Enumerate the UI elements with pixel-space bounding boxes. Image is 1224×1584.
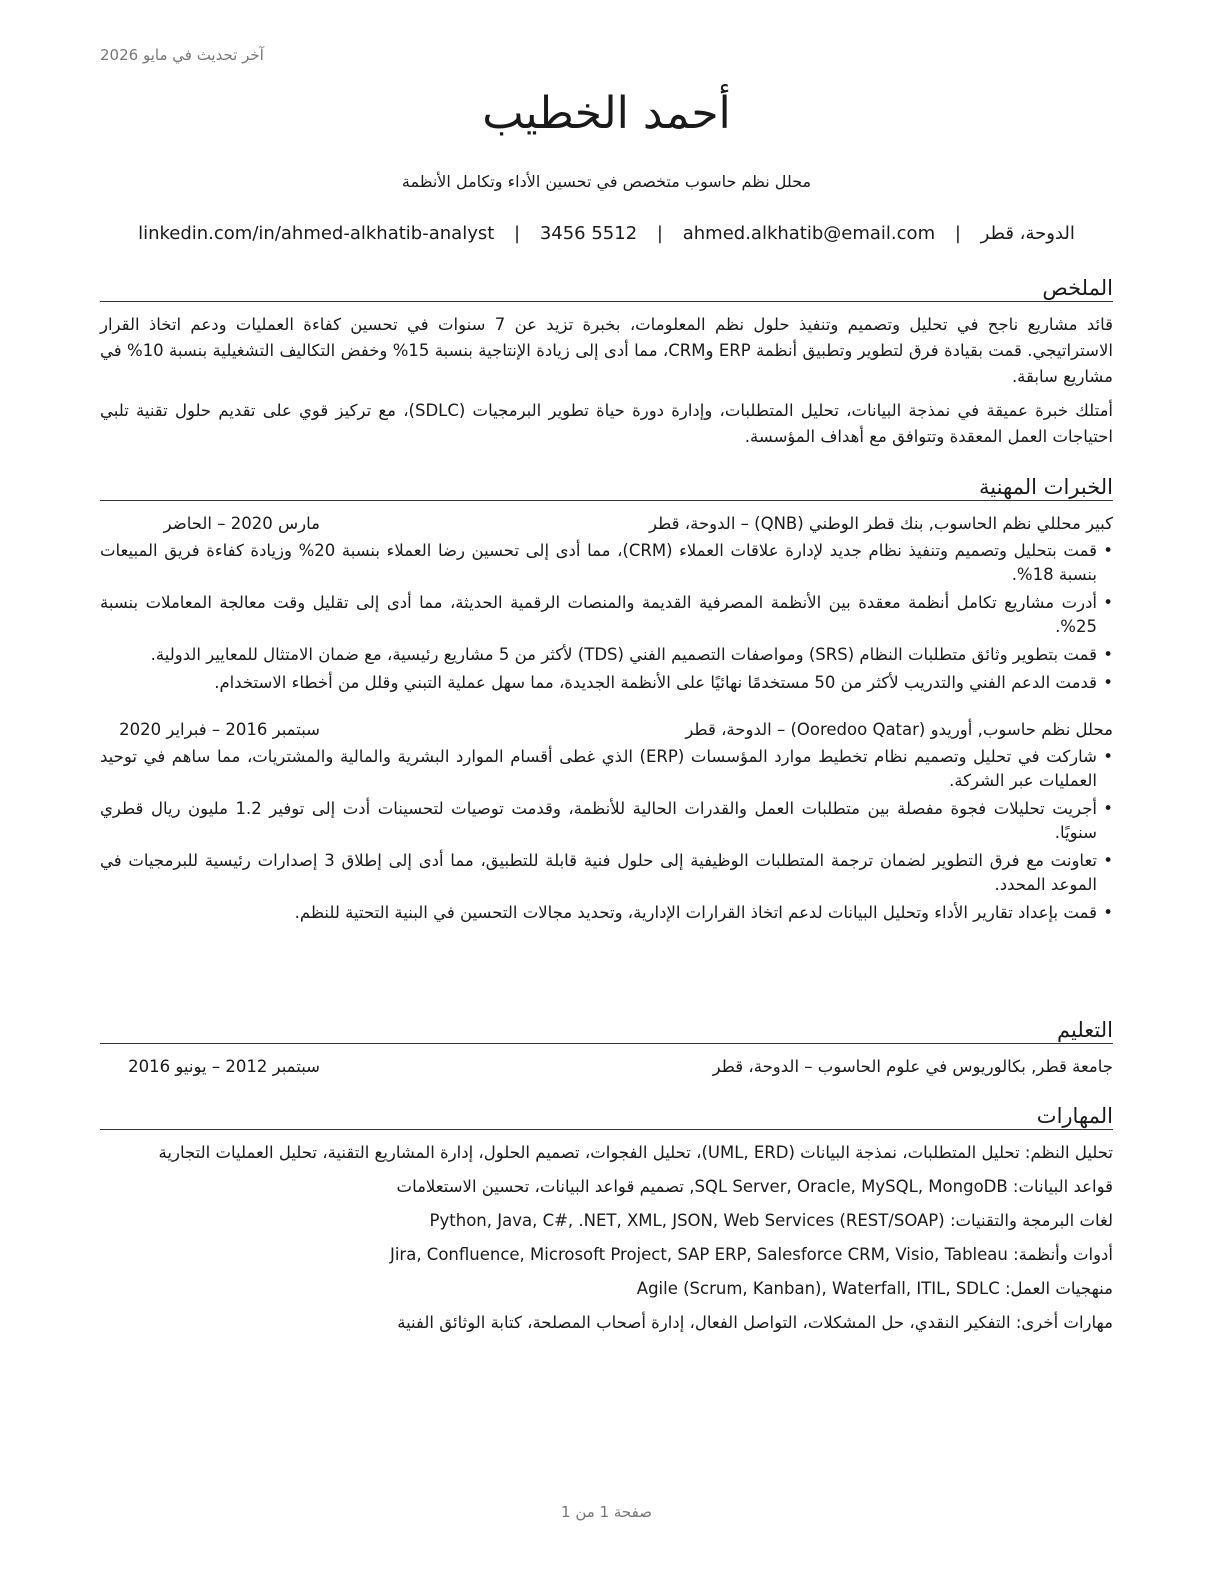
job-bullet: • شاركت في تحليل وتصميم نظام تخطيط موارد المؤسسات (ERP) الذي غطى أقسام الموارد البشرية والمالية والمشتريات، مما ساهم في توحيد العمليات عبر الشركة. <box>100 745 1113 793</box>
job-bullet: • تعاونت مع فرق التطوير لضمان ترجمة المتطلبات الوظيفية إلى حلول فنية قابلة للتطبيق، مما أدى إلى إطلاق 3 إصدارات رئيسية للبرمجيات في الموعد المحدد. <box>100 849 1113 897</box>
experience-heading: الخبرات المهنية <box>100 475 1113 501</box>
skill-line: تحليل النظم: تحليل المتطلبات، نمذجة البيانات (UML, ERD)، تحليل الفجوات، تصميم الحلول، إدارة المشاريع التقنية، تحليل العمليات التجارية <box>158 1143 1113 1162</box>
skill-line: لغات البرمجة والتقنيات: Python, Java, C#, .NET, XML, JSON, Web Services (REST/SOAP) <box>429 1211 1113 1230</box>
summary-section <box>100 276 1113 458</box>
skill-line: أدوات وأنظمة: Jira, Confluence, Microsoft Project, SAP ERP, Salesforce CRM, Visio, Tableau <box>389 1245 1113 1264</box>
job-date: مارس 2020 – الحاضر <box>163 514 320 533</box>
skills-heading: المهارات <box>100 1104 1113 1130</box>
education-section <box>100 1018 1113 1080</box>
resume-page <box>100 0 1113 1584</box>
job-role: محلل نظم حاسوب, أوريدو (Ooredoo Qatar) – الدوحة، قطر <box>685 720 1113 739</box>
job-bullet: • أدرت مشاريع تكامل أنظمة معقدة بين الأنظمة المصرفية القديمة والمنصات الرقمية الحديثة، مما أدى إلى تقليل وقت معالجة المعاملات بنسبة 25%. <box>100 591 1113 639</box>
contact-phone[interactable]: 3456 5512 <box>539 223 638 244</box>
experience-section <box>100 475 1113 929</box>
job-entry <box>100 511 1113 695</box>
job-entry <box>100 717 1113 925</box>
summary-heading: الملخص <box>100 276 1113 302</box>
last-updated: آخر تحديث في مايو 2026 <box>100 46 264 64</box>
skills-section <box>100 1104 1113 1344</box>
education-heading: التعليم <box>100 1018 1113 1044</box>
contact-line <box>100 223 1113 244</box>
page-title: أحمد الخطيب <box>482 88 731 139</box>
contact-email[interactable]: ahmed.alkhatib@email.com <box>682 223 936 244</box>
skill-line: منهجيات العمل: Agile (Scrum, Kanban), Waterfall, ITIL, SDLC <box>636 1279 1113 1298</box>
contact-separator: | <box>514 223 521 244</box>
skill-line: قواعد البيانات: SQL Server, Oracle, MySQL, MongoDB, تصميم قواعد البيانات، تحسين الاستعلامات <box>396 1177 1113 1196</box>
contact-separator: | <box>656 223 663 244</box>
job-bullet: • قمت بتحليل وتصميم وتنفيذ نظام جديد لإدارة علاقات العملاء (CRM)، مما أدى إلى تحسين رضا العملاء بنسبة 20% وزيادة كفاءة فريق المبيعات بنسبة 18%. <box>100 539 1113 587</box>
job-role: كبير محللي نظم الحاسوب, بنك قطر الوطني (QNB) – الدوحة، قطر <box>649 514 1113 533</box>
job-subtitle: محلل نظم حاسوب متخصص في تحسين الأداء وتكامل الأنظمة <box>401 172 812 191</box>
contact-linkedin[interactable]: linkedin.com/in/ahmed-alkhatib-analyst <box>138 223 495 244</box>
job-bullet: • قمت بتطوير وثائق متطلبات النظام (SRS) ومواصفات التصميم الفني (TDS) لأكثر من 5 مشاريع رئيسية، مع ضمان الامتثال للمعايير الدولية. <box>100 643 1113 667</box>
contact-location: الدوحة، قطر <box>980 223 1075 244</box>
summary-paragraph-1: قائد مشاريع ناجح في تحليل وتصميم وتنفيذ حلول نظم المعلومات، بخبرة تزيد عن 7 سنوات في تحسين كفاءة العمليات ودعم اتخاذ القرار الاستراتيجي. قمت بقيادة فرق لتطوير وتطبيق أنظمة ERP وCRM، مما أدى إلى زيادة الإنتاجية بنسبة 15% وخفض التكاليف التشغيلية بنسبة 10% في مشاريع سابقة. <box>100 315 1113 386</box>
education-date: سبتمبر 2012 – يونيو 2016 <box>128 1057 320 1076</box>
job-bullet: • قدمت الدعم الفني والتدريب لأكثر من 50 مستخدمًا نهائيًا على الأنظمة الجديدة، مما سهل عملية التبني وقلل من أخطاء الاستخدام. <box>100 671 1113 695</box>
job-date: سبتمبر 2016 – فبراير 2020 <box>119 720 320 739</box>
skill-line: مهارات أخرى: التفكير النقدي، حل المشكلات، التواصل الفعال، إدارة أصحاب المصلحة، كتابة الوثائق الفنية <box>397 1313 1113 1332</box>
education-entry: جامعة قطر, بكالوريوس في علوم الحاسوب – الدوحة، قطر <box>712 1057 1113 1076</box>
job-bullet: • أجريت تحليلات فجوة مفصلة بين متطلبات العمل والقدرات الحالية للأنظمة، وقدمت توصيات لتحسينات أدت إلى توفير 1.2 مليون ريال قطري سنويًا. <box>100 797 1113 845</box>
contact-separator: | <box>954 223 961 244</box>
page-number: صفحة 1 من 1 <box>561 1503 652 1521</box>
summary-paragraph-2: أمتلك خبرة عميقة في نمذجة البيانات، تحليل المتطلبات، وإدارة دورة حياة تطوير البرمجيات (SDLC)، مع تركيز قوي على تقديم حلول تقنية تلبي احتياجات العمل المعقدة وتتوافق مع أهداف المؤسسة. <box>100 401 1114 446</box>
job-bullet: • قمت بإعداد تقارير الأداء وتحليل البيانات لدعم اتخاذ القرارات الإدارية، وتحديد مجالات التحسين في البنية التحتية للنظم. <box>100 901 1113 925</box>
